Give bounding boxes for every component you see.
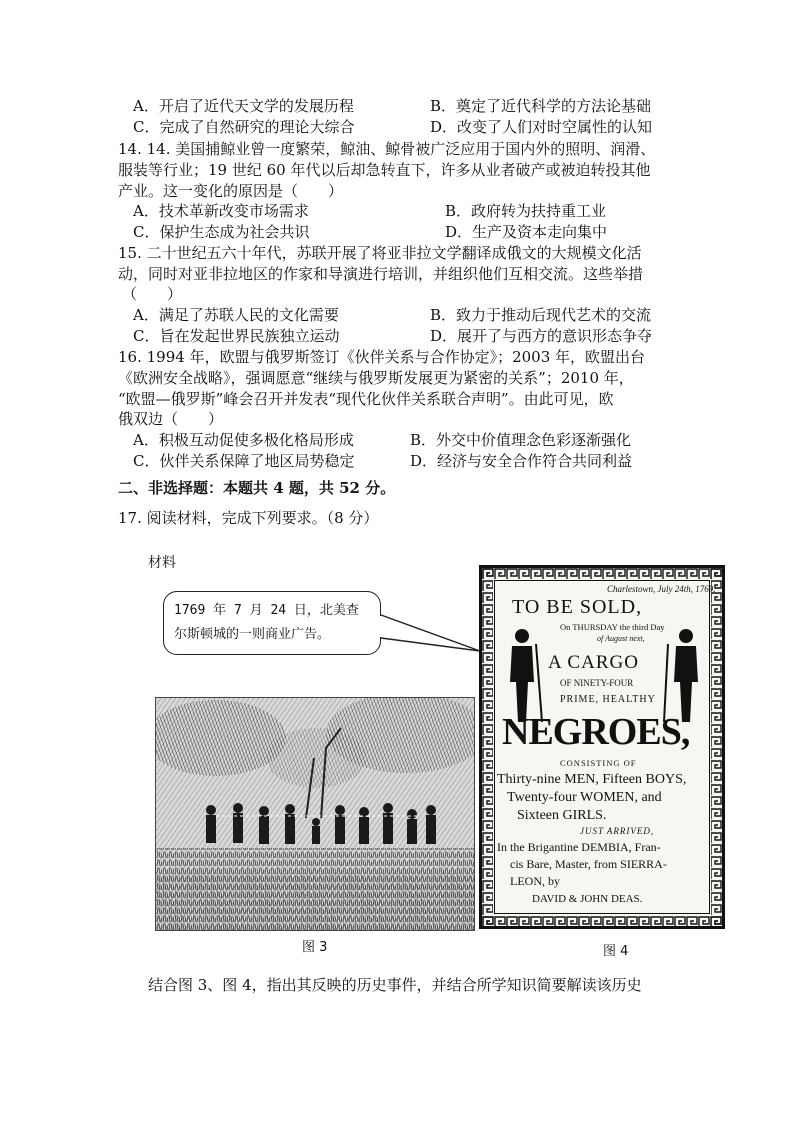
- figure-3-caption: 图 3: [302, 940, 328, 955]
- ad-line-master: cis Bare, Master, from SIERRA-: [510, 857, 667, 871]
- section2-heading: 二、非选择题：本题共 4 题，共 52 分。: [118, 479, 396, 497]
- q16-option-c: C．伙伴关系保障了地区局势稳定: [133, 452, 355, 470]
- ad-a-cargo: A CARGO: [548, 652, 639, 673]
- q14-stem-line-1: 14. 14. 美国捕鲸业曾一度繁荣，鲸油、鲸骨被广泛应用于国内外的照明、润滑、: [118, 140, 656, 158]
- q16-option-d: D．经济与安全合作符合共同利益: [410, 452, 633, 470]
- q15-option-d: D．展开了与西方的意识形态争夺: [430, 327, 653, 345]
- ad-to-be-sold: TO BE SOLD,: [512, 596, 643, 618]
- q15-stem-line-3: （ ）: [122, 285, 183, 303]
- q14-stem-line-2: 服装等行业；19 世纪 60 年代以后却急转直下，许多从业者破产或被迫转投其他: [118, 161, 651, 179]
- q13-option-d: D．改变了人们对时空属性的认知: [430, 118, 653, 136]
- ad-consisting: CONSISTING OF: [560, 758, 637, 768]
- ad-dateline: Charlestown, July 24th, 1769.: [607, 584, 716, 594]
- q15-stem-line-1: 15. 二十世纪五六十年代，苏联开展了将亚非拉文学翻译成俄文的大规模文化活: [118, 244, 642, 262]
- ad-negroes: NEGROES,: [502, 711, 690, 753]
- q14-option-c: C．保护生态成为社会共识: [133, 223, 310, 241]
- q16-stem-line-4: 俄双边（ ）: [118, 410, 224, 428]
- figure-3-engraving: [155, 697, 475, 931]
- ad-line-leon: LEON, by: [510, 874, 560, 888]
- ad-on-thursday: On THURSDAY the third Day: [560, 622, 665, 632]
- ad-of-august: of August next,: [597, 634, 645, 643]
- q16-stem-line-3: “欧盟—俄罗斯”峰会召开并发表“现代化伙伴关系联合声明”。由此可见，欧: [118, 390, 614, 408]
- q16-stem-line-2: 《欧洲安全战略》，强调愿意“继续与俄罗斯发展更为紧密的关系”；2010 年，: [118, 369, 634, 387]
- q14-option-b: B．政府转为扶持重工业: [445, 202, 607, 220]
- ad-seller: DAVID & JOHN DEAS.: [532, 893, 643, 905]
- q15-stem-line-2: 动，同时对亚非拉地区的作家和导演进行培训，并组织他们互相交流。这些举措: [118, 265, 644, 283]
- figure-4-advertisement: [479, 565, 725, 929]
- q14-option-a: A．技术革新改变市场需求: [133, 202, 309, 220]
- ad-line-women: Twenty-four WOMEN, and: [507, 790, 662, 805]
- ad-prime-healthy: PRIME, HEALTHY: [560, 694, 656, 705]
- q15-option-b: B．致力于推动后现代艺术的交流: [430, 306, 652, 324]
- q17-intro: 17. 阅读材料，完成下列要求。（8 分）: [118, 509, 379, 527]
- q13-option-b: B．奠定了近代科学的方法论基础: [430, 97, 652, 115]
- q14-option-d: D．生产及资本走向集中: [445, 223, 608, 241]
- q16-stem-line-1: 16. 1994 年，欧盟与俄罗斯签订《伙伴关系与合作协定》；2003 年，欧盟出台: [118, 348, 646, 366]
- q13-option-a: A．开启了近代天文学的发展历程: [133, 97, 354, 115]
- ad-line-men-boys: Thirty-nine MEN, Fifteen BOYS,: [497, 772, 687, 787]
- q17-question: 结合图 3、图 4，指出其反映的历史事件，并结合所学知识简要解读该历史: [148, 976, 642, 994]
- ad-just-arrived: JUST ARRIVED,: [580, 826, 655, 836]
- material-label: 材料: [148, 555, 176, 571]
- q13-option-c: C．完成了自然研究的理论大综合: [133, 118, 355, 136]
- ad-line-brigantine: In the Brigantine DEMBIA, Fran-: [497, 840, 661, 854]
- callout-bubble: 1769 年 7 月 24 日，北美查尔斯顿城的一则商业广告。: [163, 591, 381, 655]
- q14-stem-line-3: 产业。这一变化的原因是（ ）: [118, 182, 344, 200]
- q16-option-b: B．外交中价值理念色彩逐渐强化: [410, 431, 632, 449]
- figure-4-caption: 图 4: [603, 944, 629, 959]
- q15-option-c: C．旨在发起世界民族独立运动: [133, 327, 340, 345]
- q16-option-a: A．积极互动促使多极化格局形成: [133, 431, 354, 449]
- ad-of-ninety: OF NINETY-FOUR: [560, 678, 634, 688]
- q15-option-a: A．满足了苏联人民的文化需要: [133, 306, 339, 324]
- ad-line-girls: Sixteen GIRLS.: [517, 808, 607, 823]
